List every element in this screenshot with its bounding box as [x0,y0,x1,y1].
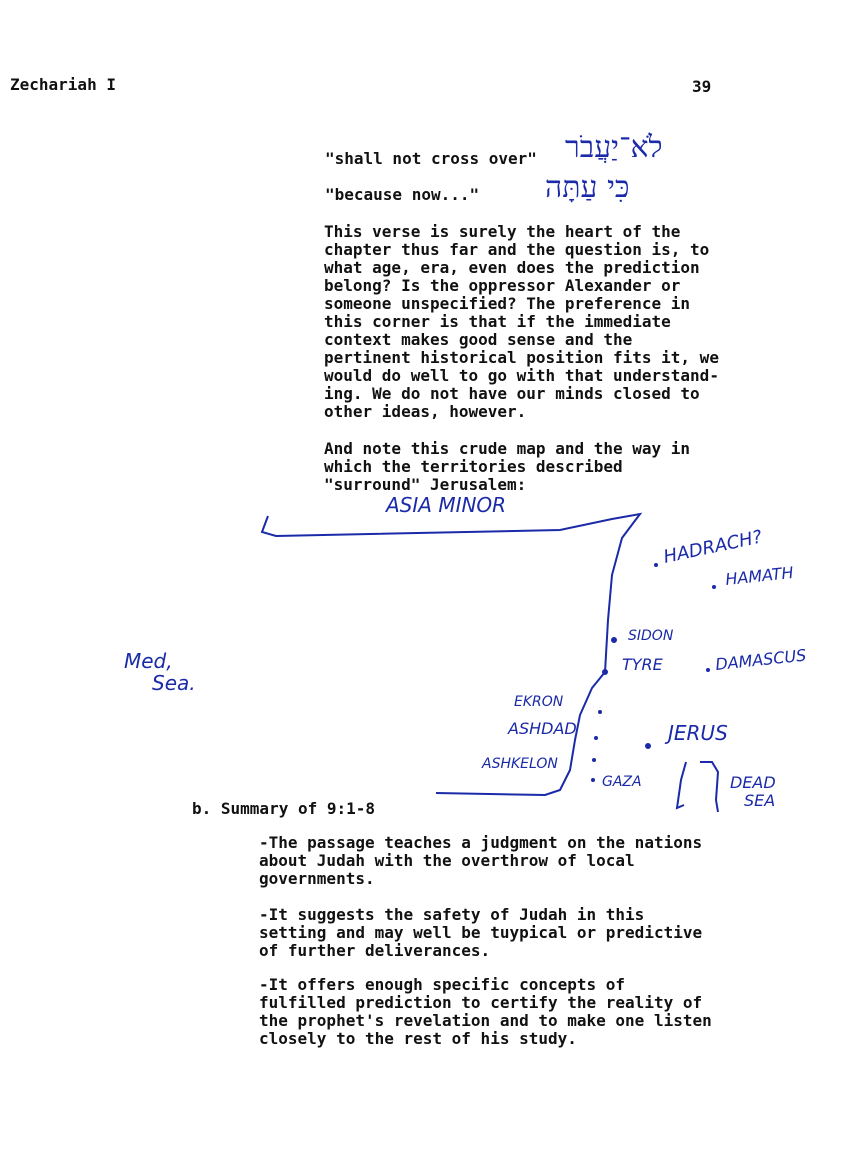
sidon-dot [611,637,617,643]
page-number: 39 [692,77,712,96]
tyre-label: TYRE [622,655,663,674]
ashdod-dot [594,736,598,740]
gloss-hebrew-1: לֹא־יַעֲבֹר [565,130,663,165]
map-intro-paragraph: And note this crude map and the way in which the territories described "surround" Jerusalem: [324,439,691,494]
dead-sea-outline [677,762,718,812]
asia-minor-label: ASIA MINOR [386,493,507,517]
ashkelon-label: ASHKELON [482,756,558,772]
gloss-english-2: "because now..." [325,185,480,204]
jerus-label: JERUS [668,721,728,745]
hadrach-dot [654,563,658,567]
damascus-label: DAMASCUS [714,645,808,674]
summary-point-3: -It offers enough specific concepts of fulfilled prediction to certify the reality of the prophet's revelation and to make one listen closely to the rest of his study. [259,975,712,1048]
commentary-paragraph: This verse is surely the heart of the chapter thus far and the question is, to what age, era, even does the prediction belong? Is the oppressor Alexander or someone unspecified? The preference in this corner is that if the immediate context makes good sense and the pertinent historical position fits it, we would do well to go with that understand- ing. We do not have our minds closed to other ideas, however. [324,222,719,421]
gloss-english-1: "shall not cross over" [325,149,537,168]
hamath-label: HAMATH [724,562,795,589]
med-sea-label-line1: Med, [124,649,173,673]
ekron-dot [598,710,602,714]
sidon-label: SIDON [628,628,674,644]
running-header-title: Zechariah I [10,75,116,94]
hamath-dot [712,585,716,589]
ashkelon-dot [592,758,596,762]
damascus-dot [706,668,710,672]
tyre-dot [602,669,608,675]
dead-sea-label-line2: SEA [744,791,776,810]
summary-heading: b. Summary of 9:1-8 [192,799,376,818]
coastline-path [262,514,640,795]
ekron-label: EKRON [514,694,564,710]
summary-point-1: -The passage teaches a judgment on the nations about Judah with the overthrow of local governments. [259,833,703,888]
summary-point-2: -It suggests the safety of Judah in this setting and may well be tuypical or predictive of further deliverances. [259,905,703,960]
dead-sea-label-line1: DEAD [730,773,776,792]
gaza-label: GAZA [602,774,642,790]
hadrach-label: HADRACH? [661,526,765,568]
gaza-dot [591,778,595,782]
gloss-hebrew-2: כִּי עַתָּה [545,170,630,205]
med-sea-label-line2: Sea. [152,671,196,695]
ashdod-label: ASHDAD [508,719,577,738]
jerus-dot [645,743,651,749]
